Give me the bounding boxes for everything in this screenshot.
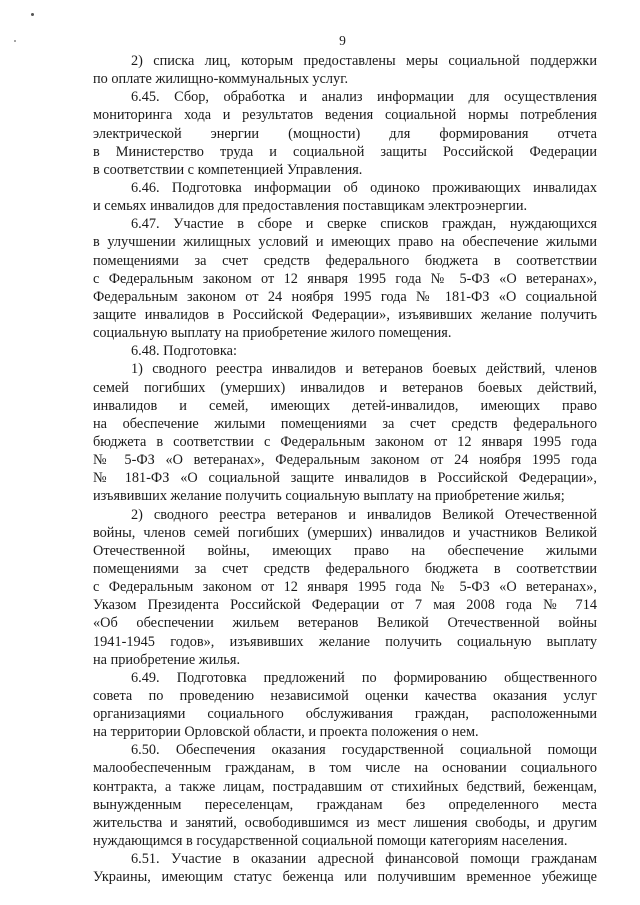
text-line: электрической энергии (мощности) для формирования отчета: [93, 125, 597, 142]
text-line: 2) сводного реестра ветеранов и инвалидов Великой Отечественной: [131, 506, 597, 523]
text-line: жительства и занятий, освободившимся из мест лишения свободы, и другим: [93, 814, 597, 831]
text-line: семей погибших (умерших) инвалидов и ветеранов боевых действий,: [93, 379, 597, 396]
text-line: на обеспечение жилыми помещениями за счет средств федерального: [93, 415, 597, 432]
text-line: 6.47. Участие в сборе и сверке списков граждан, нуждающихся: [131, 216, 597, 233]
text-line: Федеральным законом от 24 ноября 1995 года № 181-ФЗ «О социальной: [93, 288, 597, 305]
text-line: с Федеральным законом от 12 января 1995 года № 5-ФЗ «О ветеранах»,: [93, 270, 597, 287]
document-body: [93, 52, 597, 886]
text-line: 6.46. Подготовка информации об одиноко проживающих инвалидах: [131, 179, 597, 196]
text-line: 1) сводного реестра инвалидов и ветеранов боевых действий, членов: [131, 361, 597, 378]
text-line: помещениями за счет средств федерального бюджета в соответствии: [93, 252, 597, 269]
text-line: в соответствии с компетенцией Управления.: [93, 161, 363, 178]
text-line: Указом Президента Российской Федерации от 7 мая 2008 года № 714: [93, 597, 597, 614]
text-line: защите инвалидов в Российской Федерации», изъявивших желание получить: [93, 306, 597, 323]
text-line: на приобретение жилья.: [93, 651, 241, 668]
text-line: № 181-ФЗ «О социальной защите инвалидов в Российской Федерации»,: [93, 470, 597, 487]
text-line: мониторинга хода и результатов ведения социальной нормы потребления: [93, 107, 597, 124]
scan-speck: [31, 13, 34, 16]
text-line: в Министерство труда и социальной защиты Российской Федерации: [93, 143, 597, 160]
text-line: «Об обеспечении жильем ветеранов Великой Отечественной войны: [93, 615, 597, 632]
text-line: и семьях инвалидов для предоставления поставщикам электроэнергии.: [93, 198, 528, 215]
text-line: нуждающимся в государственной социальной помощи категориям населения.: [93, 833, 568, 850]
text-line: инвалидов и семей, имеющих детей-инвалидов, имеющих право: [93, 397, 597, 414]
text-line: 6.50. Обеспечения оказания государственной социальной помощи: [131, 742, 597, 759]
text-line: 6.51. Участие в оказании адресной финансовой помощи гражданам: [131, 851, 597, 868]
text-line: 1941-1945 годов», изъявивших желание получить социальную выплату: [93, 633, 597, 650]
text-line: на территории Орловской области, и проекта положения о нем.: [93, 724, 479, 741]
text-line: 6.49. Подготовка предложений по формированию общественного: [131, 669, 597, 686]
page-number: 9: [339, 33, 346, 48]
text-line: № 5-ФЗ «О ветеранах», Федеральным законом от 24 ноября 1995 года: [93, 452, 597, 469]
text-line: контракта, а также лицам, пострадавшим от стихийных бедствий, беженцам,: [93, 778, 597, 795]
text-line: войны, членов семей погибших (умерших) инвалидов и участников Великой: [93, 524, 597, 541]
text-line: по оплате жилищно-коммунальных услуг.: [93, 71, 349, 88]
text-line: 2) списка лиц, которым предоставлены меры социальной поддержки: [131, 53, 597, 69]
text-line: социальную выплату на приобретение жилого помещения.: [93, 325, 452, 342]
text-line: 6.48. Подготовка:: [131, 343, 237, 360]
text-line: бюджета в соответствии с Федеральным законом от 12 января 1995 года: [93, 433, 597, 450]
text-line: малообеспеченным гражданам, в том числе на основании социального: [93, 760, 597, 777]
text-line: с Федеральным законом от 12 января 1995 года № 5-ФЗ «О ветеранах»,: [93, 579, 597, 596]
text-line: совета по проведению независимой оценки качества оказания услуг: [93, 687, 597, 704]
text-line: помещениями за счет средств федерального бюджета в соответствии: [93, 560, 597, 577]
text-line: организациями социального обслуживания граждан, расположенными: [93, 706, 597, 723]
text-line: изъявивших желание получить социальную выплату на приобретение жилья;: [93, 488, 565, 505]
text-line: в улучшении жилищных условий и имеющих право на обеспечение жилыми: [93, 234, 597, 251]
text-line: Отечественной войны, имеющих право на обеспечение жилыми: [93, 542, 597, 559]
text-line: 6.45. Сбор, обработка и анализ информации для осуществления: [131, 89, 597, 106]
text-line: Украины, имеющим статус беженца или получившим временное убежище: [93, 869, 597, 886]
text-line: вынужденным переселенцам, гражданам без определенного места: [93, 796, 597, 813]
